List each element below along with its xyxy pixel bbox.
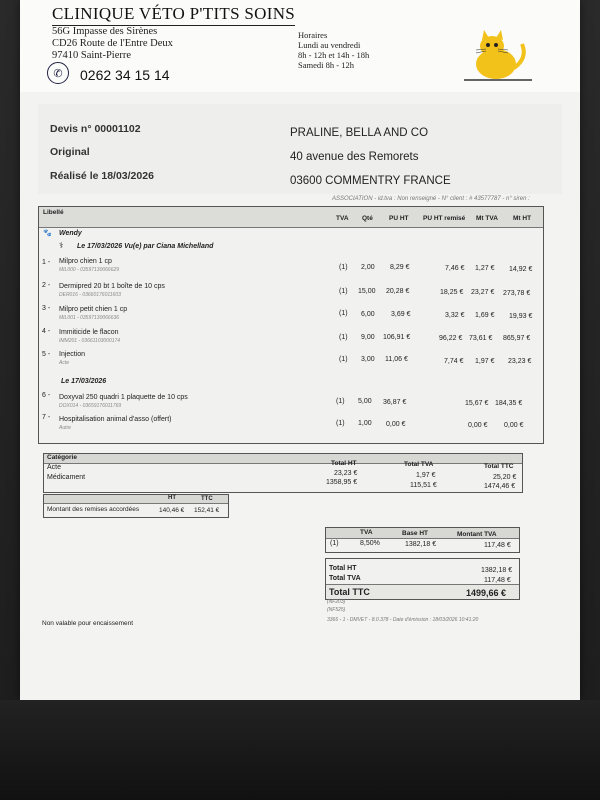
col-pu-ht: PU HT [389,215,409,222]
category-name: Médicament [47,474,86,481]
total-tva-value: 117,48 € [484,577,511,584]
hours-line: 8h - 12h et 14h - 18h [298,50,370,60]
discount-label: Montant des remises accordées [47,506,140,513]
row-number: 1 - [42,259,51,266]
item-tva: (1) [339,310,348,317]
client-name: PRALINE, BELLA AND CO [290,127,429,139]
item-code: DER016 - 03660176011603 [59,292,121,298]
cat-logo-icon [462,28,534,82]
total-ttc-value: 1499,66 € [466,588,507,598]
quote-status: Original [50,146,90,158]
item-qty: 3,00 [361,356,375,363]
row-number: 6 - [42,392,51,399]
item-pu-remise: 3,32 € [445,312,465,319]
col-pu-ht-remise: PU HT remisé [423,215,466,222]
item-label: Dermipred 20 bt 1 boîte de 10 cps [59,283,165,290]
animal-name: Wendy [59,230,82,237]
item-mt-ht: 0,00 € [504,422,524,429]
col-label: Libellé [43,209,64,216]
hours-line: Samedi 8h - 12h [298,60,354,70]
item-mt-ht: 19,93 € [509,313,533,320]
item-mt-tva: 1,69 € [475,312,495,319]
item-label: Injection [59,351,86,358]
hours-line: Lundi au vendredi [298,40,361,50]
col-total-ttc: Total TTC [484,463,514,470]
total-ttc-label: Total TTC [329,587,370,597]
item-pu-remise: 18,25 € [440,289,464,296]
item-pu: 20,28 € [386,288,410,295]
item-pu: 8,29 € [390,264,410,271]
visit-line: Le 17/03/2026 Vu(e) par Ciana Michelland [77,243,214,250]
hours-title: Horaires [298,30,328,40]
item-code: IMM201 - 03661103000174 [59,338,121,344]
item-code: MIL001 - 03597130066636 [59,315,120,321]
client-info-line: ASSOCIATION - id.tva : Non renseigné - N° client : # 43577787 - n° siren : [332,196,530,202]
item-tva: (1) [339,288,348,295]
item-label: Milpro chien 1 cp [59,258,112,265]
item-mt-tva: 0,00 € [468,422,488,429]
table-header [39,207,543,228]
item-qty: 6,00 [361,311,375,318]
item-mt-tva: 73,61 € [469,335,493,342]
item-qty: 2,00 [361,264,375,271]
address-line: 97410 Saint-Pierre [52,50,132,61]
address-line: CD26 Route de l'Entre Deux [52,38,173,49]
discount-ht: 140,46 € [159,507,185,514]
visit-line: Le 17/03/2026 [61,378,107,385]
item-mt-ht: 184,35 € [495,400,523,407]
col-mt-ht: Mt HT [513,215,532,222]
item-pu-remise: 7,74 € [444,358,464,365]
discount-table [43,494,229,518]
category-ht: 23,23 € [334,470,358,477]
item-label: Milpro petit chien 1 cp [59,306,128,313]
category-ht: 1358,95 € [326,479,358,486]
col-total-tva: Total TVA [404,461,434,468]
item-code: MIL000 - 03597130066629 [59,267,120,273]
total-ht-label: Total HT [329,565,357,572]
item-pu-remise: 96,22 € [439,335,463,342]
item-code: Acte [59,360,70,366]
vat-base: 1382,18 € [405,541,437,548]
row-number: 2 - [42,282,51,289]
clinic-name: CLINIQUE VÉTO P'TITS SOINS [52,4,295,26]
vat-code: (1) [330,540,339,547]
item-pu: 11,06 € [385,356,408,363]
quote-number: Devis n° 00001102 [50,123,141,135]
discount-header-row [44,495,228,504]
address-line: 56G Impasse des Sirènes [52,26,158,37]
item-label: Doxyval 250 quadri 1 plaquette de 10 cps [59,394,188,401]
item-qty: 9,00 [361,334,375,341]
footer-ref: (NF525) [327,607,346,613]
vat-rate: 8,50% [360,540,380,547]
row-number: 7 - [42,414,51,421]
item-mt-ht: 273,78 € [503,290,531,297]
total-tva-label: Total TVA [329,575,361,582]
row-number: 3 - [42,305,51,312]
item-tva: (1) [339,334,348,341]
col-tva: TVA [336,215,349,222]
col-mt-tva: Mt TVA [476,215,498,222]
item-mt-tva: 23,27 € [471,289,495,296]
item-mt-tva: 1,97 € [475,358,495,365]
item-label: Immiticide le flacon [59,329,119,336]
col-vat: TVA [360,529,373,536]
category-tva: 115,51 € [410,482,437,489]
category-summary-table [43,453,523,493]
vat-breakdown-table [325,527,520,553]
col-base-ht: Base HT [402,530,429,537]
item-qty: 1,00 [358,420,372,427]
footer-ref: (NF203) [327,599,346,605]
quote-date: Réalisé le 18/03/2026 [50,170,154,182]
item-mt-tva: 15,67 € [465,400,489,407]
item-label: Hospitalisation animal d'asso (offert) [59,416,172,423]
paw-icon: 🐾 [43,230,52,237]
item-tva: (1) [336,420,345,427]
col-total-ht: Total HT [331,460,357,467]
total-ht-value: 1382,18 € [481,567,513,574]
client-city: 03600 COMMENTRY FRANCE [290,175,451,187]
desk-surface [0,700,600,800]
vat-header-row [326,528,519,539]
row-number: 4 - [42,328,51,335]
col-vat-amount: Montant TVA [457,531,497,538]
col-qty: Qté [362,215,373,222]
item-tva: (1) [336,398,345,405]
item-tva: (1) [339,264,348,271]
opening-hours [298,30,369,70]
total-ttc-row [326,584,519,599]
totals-table [325,558,520,600]
footer-emission-line: 3366 - 1 - DMVET - 8.0.378 - Date d'émission : 18/03/2026 10:41:20 [327,617,479,623]
item-pu: 106,91 € [383,334,411,341]
item-mt-tva: 1,27 € [475,265,495,272]
item-qty: 5,00 [358,398,372,405]
category-name: Acte [47,464,62,471]
row-number: 5 - [42,351,51,358]
category-tva: 1,97 € [416,472,436,479]
phone-icon: ✆ [47,62,69,84]
category-header: Catégorie [47,454,77,461]
item-mt-ht: 865,97 € [503,335,531,342]
item-mt-ht: 23,23 € [508,358,532,365]
category-ttc: 1474,46 € [484,483,516,490]
client-street: 40 avenue des Remorets [290,151,419,163]
item-tva: (1) [339,356,348,363]
col-ht: HT [168,495,176,501]
item-pu-remise: 7,46 € [445,265,465,272]
item-pu: 0,00 € [386,421,406,428]
discount-ttc: 152,41 € [194,507,220,514]
col-ttc: TTC [201,496,213,502]
item-qty: 15,00 [358,288,376,295]
item-code: Autre [59,425,71,431]
item-code: DOX014 - 03659176011769 [59,403,122,409]
clinic-address [52,26,173,62]
item-mt-ht: 14,92 € [509,266,533,273]
stethoscope-icon: ⚕ [59,241,64,250]
items-table [38,206,544,444]
footer-validity-note: Non valable pour encaissement [42,620,134,627]
category-ttc: 25,20 € [493,474,517,481]
clinic-phone: 0262 34 15 14 [80,67,170,83]
item-pu: 3,69 € [391,311,411,318]
item-pu: 36,87 € [383,399,407,406]
vat-amount: 117,48 € [484,542,511,549]
